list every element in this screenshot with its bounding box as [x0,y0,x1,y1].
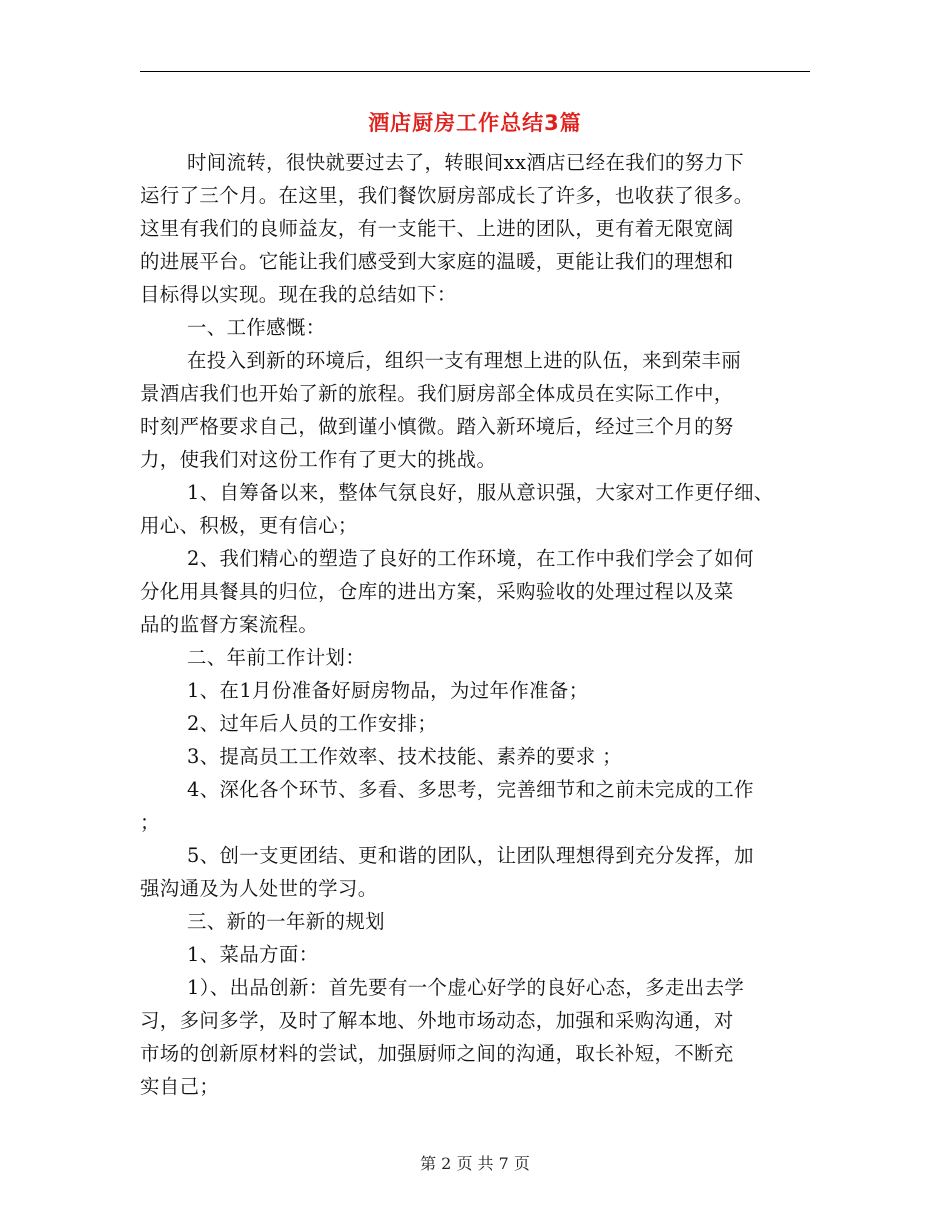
header-rule [140,71,810,72]
text-line: 市场的创新原材料的尝试，加强厨师之间的沟通，取长补短，不断充 [140,1042,734,1065]
text-line: 在投入到新的环境后，组织一支有理想上进的队伍，来到荣丰丽 [187,349,742,372]
text-line: 1、菜品方面： [187,943,319,966]
page-footer: 第 2 页 共 7 页 [420,1154,530,1173]
text-line: 2、过年后人员的工作安排； [187,712,438,735]
text-line: 品的监督方案流程。 [140,613,319,636]
text-line: 这里有我们的良师益友，有一支能干、上进的团队，更有着无限宽阔 [140,217,734,240]
text-line: 一、工作感慨： [187,316,326,339]
text-line: 1、自筹备以来，整体气氛良好，服从意识强，大家对工作更仔细、 [187,481,774,504]
text-line: 二、年前工作计划： [187,646,366,669]
text-line: 习，多问多学，及时了解本地、外地市场动态，加强和采购沟通，对 [140,1009,734,1032]
text-line: 4、深化各个环节、多看、多思考，完善细节和之前未完成的工作 [187,778,754,801]
text-line: 强沟通及为人处世的学习。 [140,877,378,900]
text-line: 2、我们精心的塑造了良好的工作环境，在工作中我们学会了如何 [187,547,754,570]
text-line: 1）、出品创新：首先要有一个虚心好学的良好心态，多走出去学 [187,976,745,999]
text-line: 实自己； [140,1075,220,1098]
text-line: 三、新的一年新的规划 [187,910,385,933]
text-line: 运行了三个月。在这里，我们餐饮厨房部成长了许多，也收获了很多。 [140,184,754,207]
text-line: 1、在1月份准备好厨房物品，为过年作准备； [187,679,589,702]
text-line: 目标得以实现。现在我的总结如下： [140,283,457,306]
text-line: 3、提高员工工作效率、技术技能、素养的要求 ； [187,745,622,768]
document-title: 酒店厨房工作总结3篇 [368,111,582,135]
text-line: 分化用具餐具的归位，仓库的进出方案，采购验收的处理过程以及菜 [140,580,734,603]
text-line: 时刻严格要求自己，做到谨小慎微。踏入新环境后，经过三个月的努 [140,415,734,438]
document-body [140,146,810,1103]
text-line: 时间流转，很快就要过去了，转眼间xx酒店已经在我们的努力下 [187,151,745,174]
text-line: 力，使我们对这份工作有了更大的挑战。 [140,448,497,471]
text-line: ； [140,811,160,834]
text-line: 的进展平台。它能让我们感受到大家庭的温暖，更能让我们的理想和 [140,250,734,273]
text-line: 景酒店我们也开始了新的旅程。我们厨房部全体成员在实际工作中， [140,382,734,405]
text-line: 用心、积极，更有信心； [140,514,358,537]
text-line: 5、创一支更团结、更和谐的团队，让团队理想得到充分发挥，加 [187,844,754,867]
